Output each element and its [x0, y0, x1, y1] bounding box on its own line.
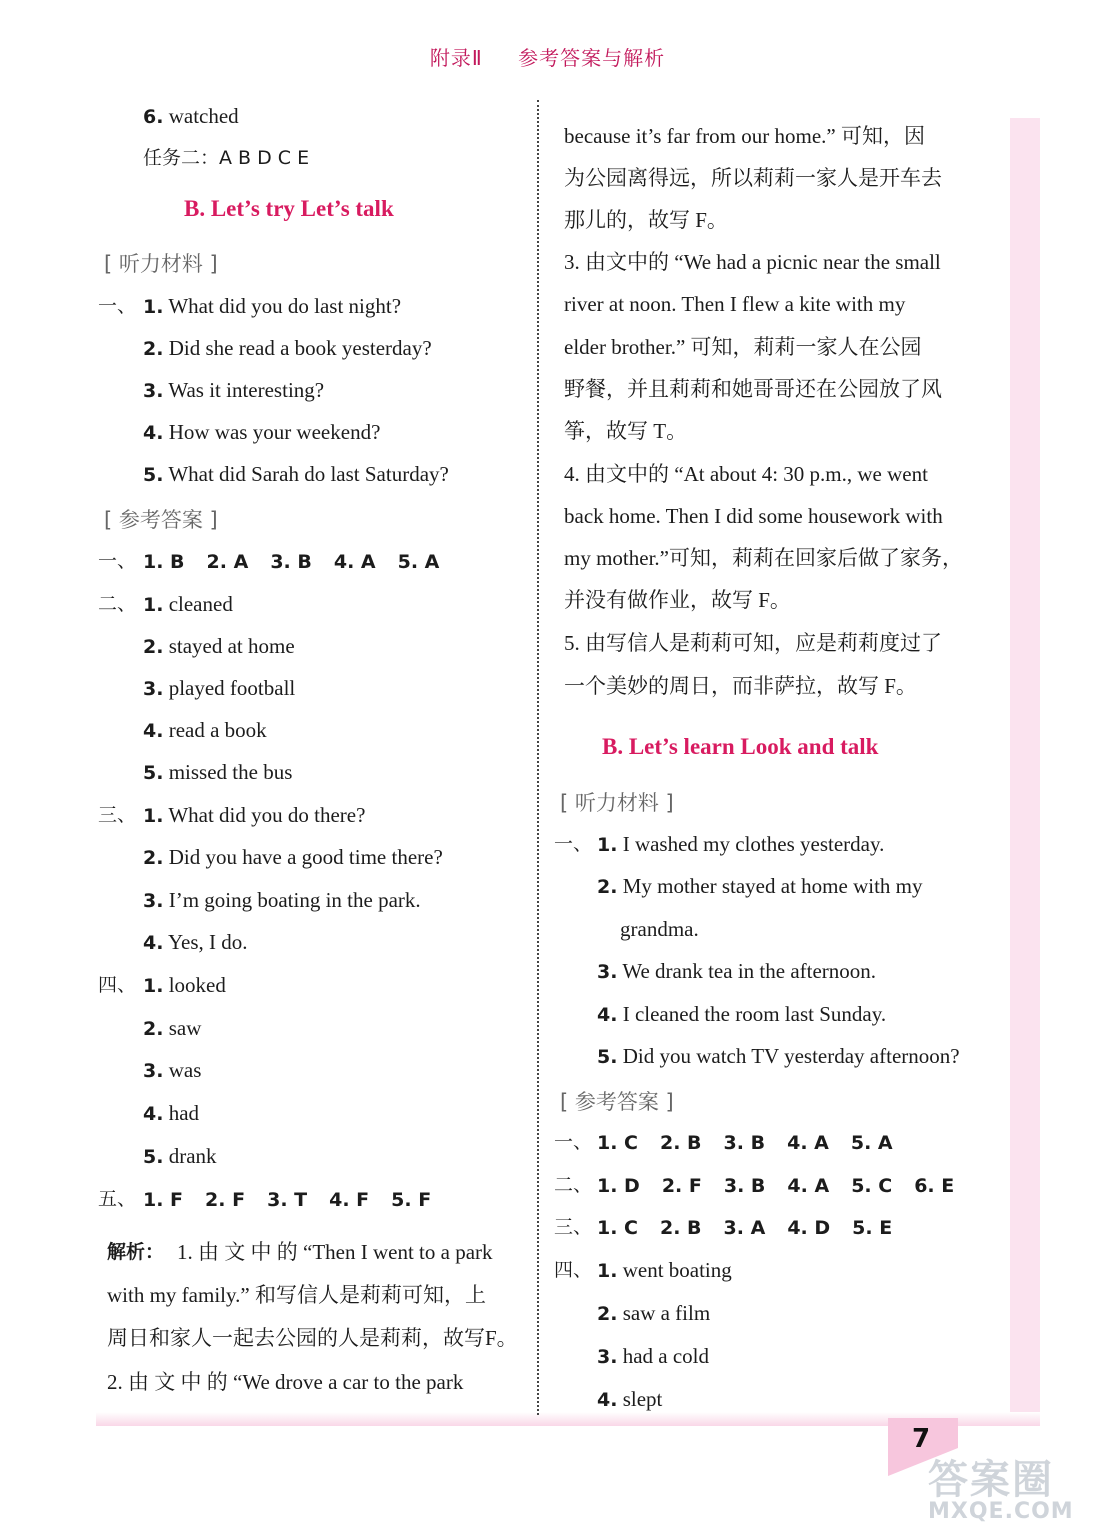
list-item: 2. stayed at home: [143, 634, 295, 658]
left-item-6: 6. watched: [143, 104, 239, 128]
list-item: 5. Did you watch TV yesterday afternoon?: [597, 1044, 960, 1068]
explain-line: with my family.” 和写信人是莉莉可知，上: [107, 1283, 486, 1307]
list-item: 3. We drank tea in the afternoon.: [597, 959, 877, 983]
list-item: 1. What did you do last night?: [143, 294, 402, 318]
right-margin-band: [1010, 118, 1040, 1418]
explain-line: 那儿的，故写 F。: [564, 208, 728, 232]
explain-line: 3. 由文中的 “We had a picnic near the small: [564, 250, 941, 274]
explain-line: 5. 由写信人是莉莉可知，应是莉莉度过了: [564, 631, 942, 655]
header-title: 参考答案与解析: [518, 46, 666, 70]
list-item: 3. I’m going boating in the park.: [143, 888, 421, 912]
list-item: 4. I cleaned the room last Sunday.: [597, 1002, 887, 1026]
task2-line: 任务二：A B D C E: [143, 147, 310, 169]
list-item: 4. How was your weekend?: [143, 420, 381, 444]
marker: 二、: [554, 1174, 593, 1196]
explain-line: 野餐，并且莉莉和她哥哥还在公园放了风: [564, 377, 942, 401]
listening-label: [ 听力材料 ]: [560, 791, 674, 815]
explain-label: 解析：: [107, 1241, 165, 1263]
list-item: 1. What did you do there?: [143, 803, 366, 827]
explain-line: 4. 由文中的 “At about 4: 30 p.m., we went: [564, 462, 928, 486]
list-item: 3. was: [143, 1058, 202, 1082]
explain-line: 并没有做作业，故写 F。: [564, 588, 791, 612]
marker: 四、: [554, 1259, 593, 1281]
list-item: 3. had a cold: [597, 1344, 709, 1368]
marker: 四、: [98, 974, 137, 996]
marker: 三、: [554, 1216, 593, 1238]
explain-line: 2. 由 文 中 的 “We drove a car to the park: [107, 1370, 464, 1394]
explain-line: my mother.”可知，莉莉在回家后做了家务，: [564, 546, 963, 570]
explain-line: elder brother.” 可知，莉莉一家人在公园: [564, 335, 922, 359]
answer-row: 1. D 2. F 3. B 4. A 5. C 6. E: [597, 1175, 955, 1197]
explain-line: back home. Then I did some housework with: [564, 504, 943, 528]
list-item: 1. went boating: [597, 1258, 732, 1282]
section-title-lets-try: B. Let’s try Let’s talk: [184, 196, 394, 221]
marker: 一、: [98, 550, 137, 572]
list-item: 3. Was it interesting?: [143, 378, 325, 402]
explain-line: 为公园离得远，所以莉莉一家人是开车去: [564, 166, 942, 190]
list-item: 5. What did Sarah do last Saturday?: [143, 462, 449, 486]
column-divider: [537, 100, 539, 1415]
watermark-logo: 答案圈 MXQE.COM: [928, 1457, 1074, 1524]
answer-row: 1. C 2. B 3. B 4. A 5. A: [597, 1132, 893, 1154]
explain-line: river at noon. Then I flew a kite with my: [564, 292, 906, 316]
list-item: 1. cleaned: [143, 592, 233, 616]
marker: 一、: [554, 1131, 593, 1153]
list-item: 2. saw: [143, 1016, 202, 1040]
list-item: 2. Did you have a good time there?: [143, 845, 443, 869]
list-item: 4. slept: [597, 1387, 663, 1411]
marker: 一、: [98, 295, 137, 317]
list-item: 5. drank: [143, 1144, 217, 1168]
list-item: 4. had: [143, 1101, 200, 1125]
list-item: 2. saw a film: [597, 1301, 711, 1325]
explain-line: 1. 由 文 中 的 “Then I went to a park: [177, 1240, 493, 1264]
list-item: 4. read a book: [143, 718, 267, 742]
list-item: grandma.: [620, 917, 699, 941]
marker: 二、: [98, 593, 137, 615]
list-item: 4. Yes, I do.: [143, 930, 248, 954]
page-number: 7: [912, 1424, 931, 1454]
list-item: 2. Did she read a book yesterday?: [143, 336, 432, 360]
header-appendix: 附录Ⅱ: [429, 46, 483, 70]
list-item: 1. I washed my clothes yesterday.: [597, 832, 885, 856]
explain-line: because it’s far from our home.” 可知，因: [564, 124, 925, 148]
section-title-lets-learn: B. Let’s learn Look and talk: [602, 734, 879, 759]
list-item: 5. missed the bus: [143, 760, 293, 784]
answer-row: 1. C 2. B 3. A 4. D 5. E: [597, 1217, 893, 1239]
explain-line: 一个美妙的周日，而非萨拉，故写 F。: [564, 674, 917, 698]
marker: 一、: [554, 833, 593, 855]
marker: 三、: [98, 804, 137, 826]
explain-line: 筝，故写 T。: [564, 419, 688, 443]
list-item: 2. My mother stayed at home with my: [597, 874, 923, 898]
answers-label: [ 参考答案 ]: [560, 1090, 674, 1114]
page-header: [0, 42, 1095, 71]
answer-row: 1. B 2. A 3. B 4. A 5. A: [143, 551, 440, 573]
answer-row: 1. F 2. F 3. T 4. F 5. F: [143, 1189, 432, 1211]
list-item: 3. played football: [143, 676, 296, 700]
marker: 五、: [98, 1188, 137, 1210]
listening-label: [ 听力材料 ]: [104, 252, 218, 276]
explain-line: 周日和家人一起去公园的人是莉莉，故写F。: [107, 1326, 518, 1350]
answers-label: [ 参考答案 ]: [104, 508, 218, 532]
list-item: 1. looked: [143, 973, 226, 997]
